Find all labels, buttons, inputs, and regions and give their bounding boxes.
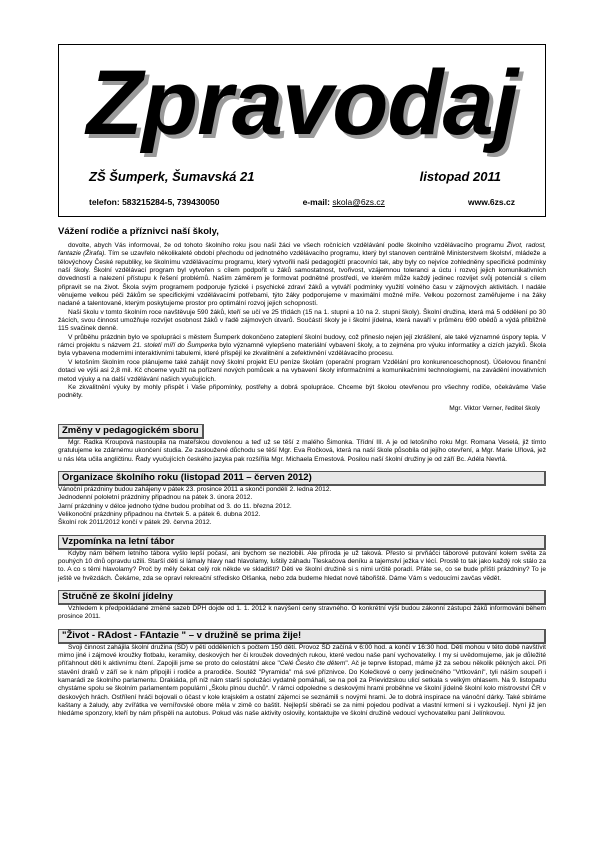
issue-date: listopad 2011: [419, 169, 501, 184]
phone-label: telefon:: [89, 197, 120, 207]
camp-paragraph: Kdyby nám během letního tábora vyšlo lepší počasí, ani bychom se nezlobili. Ale příroda je už taková. Přesto si prvňáčci táborové putování kolem světa za pouhých 10 dnů opravdu užili. Starší děti si lámaly hlavy nad hlavolamy, luštily záhadu Tleskačova deníku a tajemství ježka v lécí. Prostě to tak jako každý rok stálo za to. A co s těmi hlavolamy? Proč by měly čekat celý rok někde ve skladišti? Děti ve školní družině si s nimi určitě poradí. Přáte se, co se bude příští prázdniny? To je ještě ve hvězdách. Čekáme, zda se opraví rekreační středisko Olšanka, nebo zda budeme hledat nové tábořiště. Dáme Vám s vedoucími zavčas vědět.: [58, 549, 546, 582]
club-heading: "Život - RAdost - FAntazie " – v družině se prima žije!: [58, 629, 546, 644]
intro-paragraph-1: dovolte, abych Vás informoval, že od tohoto školního roku jsou naši žáci ve všech ročnících vzdělávání podle školního vzdělávacího programu Život, radost, fantazie (Žirafa). Tím se uzavřelo několikaleté období přechodu od jednotného vzdělávacího programu, který byl stanoven centrálně Ministerstvem školství, mládeže a tělovýchovy České republiky, ke školnímu vzdělávacímu programu, který vytvořili naši pedagogičtí pracovníci tak, aby byly co nejvíce zohledněny specifické podmínky naší školy. Školní vzdělávací program byl vytvořen s cílem podpořit u žáků samostatnost, tvořivost, vzájemnou toleranci a úctu i rozvoj jejich komunikativních dovedností a nalezení přístupu k řešení problémů. Naším záměrem je formovat podnětné prostředí, ve kterém může každý jedinec rozvíjet svůj potenciál s cílem připravit se na život. Škola svým programem podporuje fyzické i psychické zdraví žáků a vytváří podmínky využití volného času v zájmových aktivitách. I nadále věnujeme velkou péči žákům se specifickými vzdělávacími potřebami, týto žáky podporujeme v maximální možné míře. Velkou pozornost zaměřujeme i na žáky nadané a talentované, kterým poskytujeme prostor pro optimální rozvoj jejich schopností.: [58, 242, 547, 308]
website[interactable]: www.6zs.cz: [468, 197, 515, 207]
masthead: [58, 44, 546, 217]
schedule-line: Školní rok 2011/2012 končí v pátek 29. června 2012.: [58, 519, 212, 527]
schedule-line: Vánoční prázdniny budou zahájeny v pátek 23. prosince 2011 a skončí pondělí 2. ledna 2012.: [58, 485, 332, 493]
schedule-heading: Organizace školního roku (listopad 2011 – červen 2012): [58, 471, 546, 486]
intro-paragraph-5: Ke zkvalitnění výuky by mohly přispět i Vaše připomínky, postřehy a dobrá spolupráce. Chceme být školou otevřenou pro všechny rodiče, očekáváme Vaše podněty.: [58, 383, 546, 400]
schedule-line: Jarní prázdniny v délce jednoho týdne budou probíhat od 3. do 11. března 2012.: [58, 502, 292, 510]
intro-paragraph-4: V letošním školním roce plánujeme také zahájit nový školní projekt EU peníze školám (operační program Vzdělání pro konkurenceschopnost). Účelovou finanční dotaci ve výši asi 2,8 mil. Kč chceme využít na pořízení nových pomůcek a na vybavení školy informačními a komunikačními technologiemi, na zavádění inovativních metod výuky a na další vzdělávání našich vyučujících.: [58, 358, 546, 383]
staff-paragraph: Mgr. Radka Kroupová nastoupila na mateřskou dovolenou a teď už se těší z malého Šimonka. Třídní III. A je od letošního roku Mgr. Romana Veselá, již tímto gratulujeme ke zdárnému ukončení studia. Ze zasloužené důchodu se těší Mgr. Eva Ročková, která na naší škole působila od jejího otevření, a Mgr. Marie Uřlová, jež u nás léta učila angličtinu. Řady vyučujících českého jazyka pak rozšířila Mgr. Michaela Ernestová. Posilou naší školní družiny je od září Bc. Adéla Nevrlá.: [58, 438, 546, 463]
newsletter-title: Zpravodaj: [86, 52, 518, 154]
intro-paragraph-3: V průběhu prázdnin bylo ve spolupráci s městem Šumperk dokončeno zateplení školní budovy, což přineslo nejen její zkrášlení, ale také významné úspory tepla. V rámci projektu s názvem 21. století míří do Šumperka bylo významně vylepšeno materiální vybavení školy, a to zejména pro výuku informatiky a cizích jazyků. Škola byla vybavena moderními interaktivními tabulemi, které přispějí ke zkvalitnění a zefektivnění vzdělávacího procesu.: [58, 333, 546, 358]
intro-paragraph-2: Naši školu v tomto školním roce navštěvuje 590 žáků, kteří se učí ve 25 třídách (15 na 1. stupni a 10 na 2. stupni školy). Školní družina, která má 5 oddělení po 30 žácích, svou činnost umožňuje rozvíjet osobnost žáků v řadě zájmových útvarů. Součástí školy je i školní jídelna, která navaří v průměru 690 obědů a výdá přibližně 115 svačinek denně.: [58, 308, 546, 333]
camp-heading: Vzpomínka na letní tábor: [58, 535, 546, 550]
intro-heading: Vážení rodiče a příznivci naší školy,: [58, 226, 219, 237]
canteen-heading: Stručně ze školní jídelny: [58, 590, 546, 605]
email-link[interactable]: skola@6zs.cz: [332, 197, 385, 207]
signature: Mgr. Viktor Verner, ředitel školy: [449, 404, 540, 412]
school-name: ZŠ Šumperk, Šumavská 21: [89, 169, 255, 184]
club-paragraph: Svoji činnost zahájila školní družina (ŠD) v pěti odděleních s počtem 150 dětí. Provoz ŠD začíná v 6:00 hod. a končí v 16:30 hod. Děti mohou v této době navštívit mimo jiné i zájmové kroužky flotbalu, keramiky, deskových her či kroužek dovedných rukou, které vedou naše paní vychovatelky. I my si uvědomujeme, jak je důležité příťahnout děti k aktivnímu čtení. Zapojili jsme se proto do celostátní akce "Celé Česko čte dětem". Ač je teprve listopad, máme již za sebou několik pěkných akcí. Při stavění draků v září se k nám připojili i rodiče a prarodiče. Soutěž "Pyramida" má své příznivce. Do Kolečkové o ceny jedinečného "Vrtkování", tyli nášim soupeři i kamarádi ze školního parlamentu. Drakiáda, při níž nám starší spolužáci vydatně pomáhali, se na poli za Prievidzskou ulicí setkala s velkým ohlasem. Na 9. listopadu chystáme spolu se školním parlamentem populární „Školu plnou duchů“. V rámci odpoledne s deskovými hrami proběhne ve školní jídelně školní kolo mistrovství ČR v deskových hrách. Ostřílení hráči bojovali o účast v kole krajském a ostatní zájemci se seznámili s novými hrami. Je to dobrá inspirace na vánoční dárky. Také sbíráme kaštany a žaludy, aby zvířátka ve vernířovské obore měla v zimě co baštit. Nejlepší sběrači se za nimi pojedou podívat a vlastní krmení si i vyzkoušejí. Nyní již jen hledáme sponzory, kteří by nám přispěli na autobus. Pokud vás naše aktivity oslovily, kontaktujte ve školní družině vedoucí vychovatelku paní Jelínkovou.: [58, 643, 546, 718]
email: [303, 197, 385, 207]
staff-heading: Změny v pedagogickém sboru: [58, 424, 204, 439]
schedule-line: Jednodenní pololetní prázdniny připadnou na pátek 3. února 2012.: [58, 494, 253, 502]
email-label: e-mail:: [302, 197, 330, 207]
phone-value: 583215284-5, 739430050: [122, 197, 220, 207]
schedule-line: Velikonoční prázdniny připadnou na čtvrtek 5. a pátek 6. dubna 2012.: [58, 510, 261, 518]
contact-line: [89, 197, 515, 207]
phone: [89, 197, 219, 207]
canteen-paragraph: Vzhledem k předpokládané změně sazeb DPH dojde od 1. 1. 2012 k navýšení ceny stravného. O konkrétní výši budou zákonní zástupci žáků informováni během prosince 2011.: [58, 605, 546, 621]
article-body: [58, 226, 546, 719]
